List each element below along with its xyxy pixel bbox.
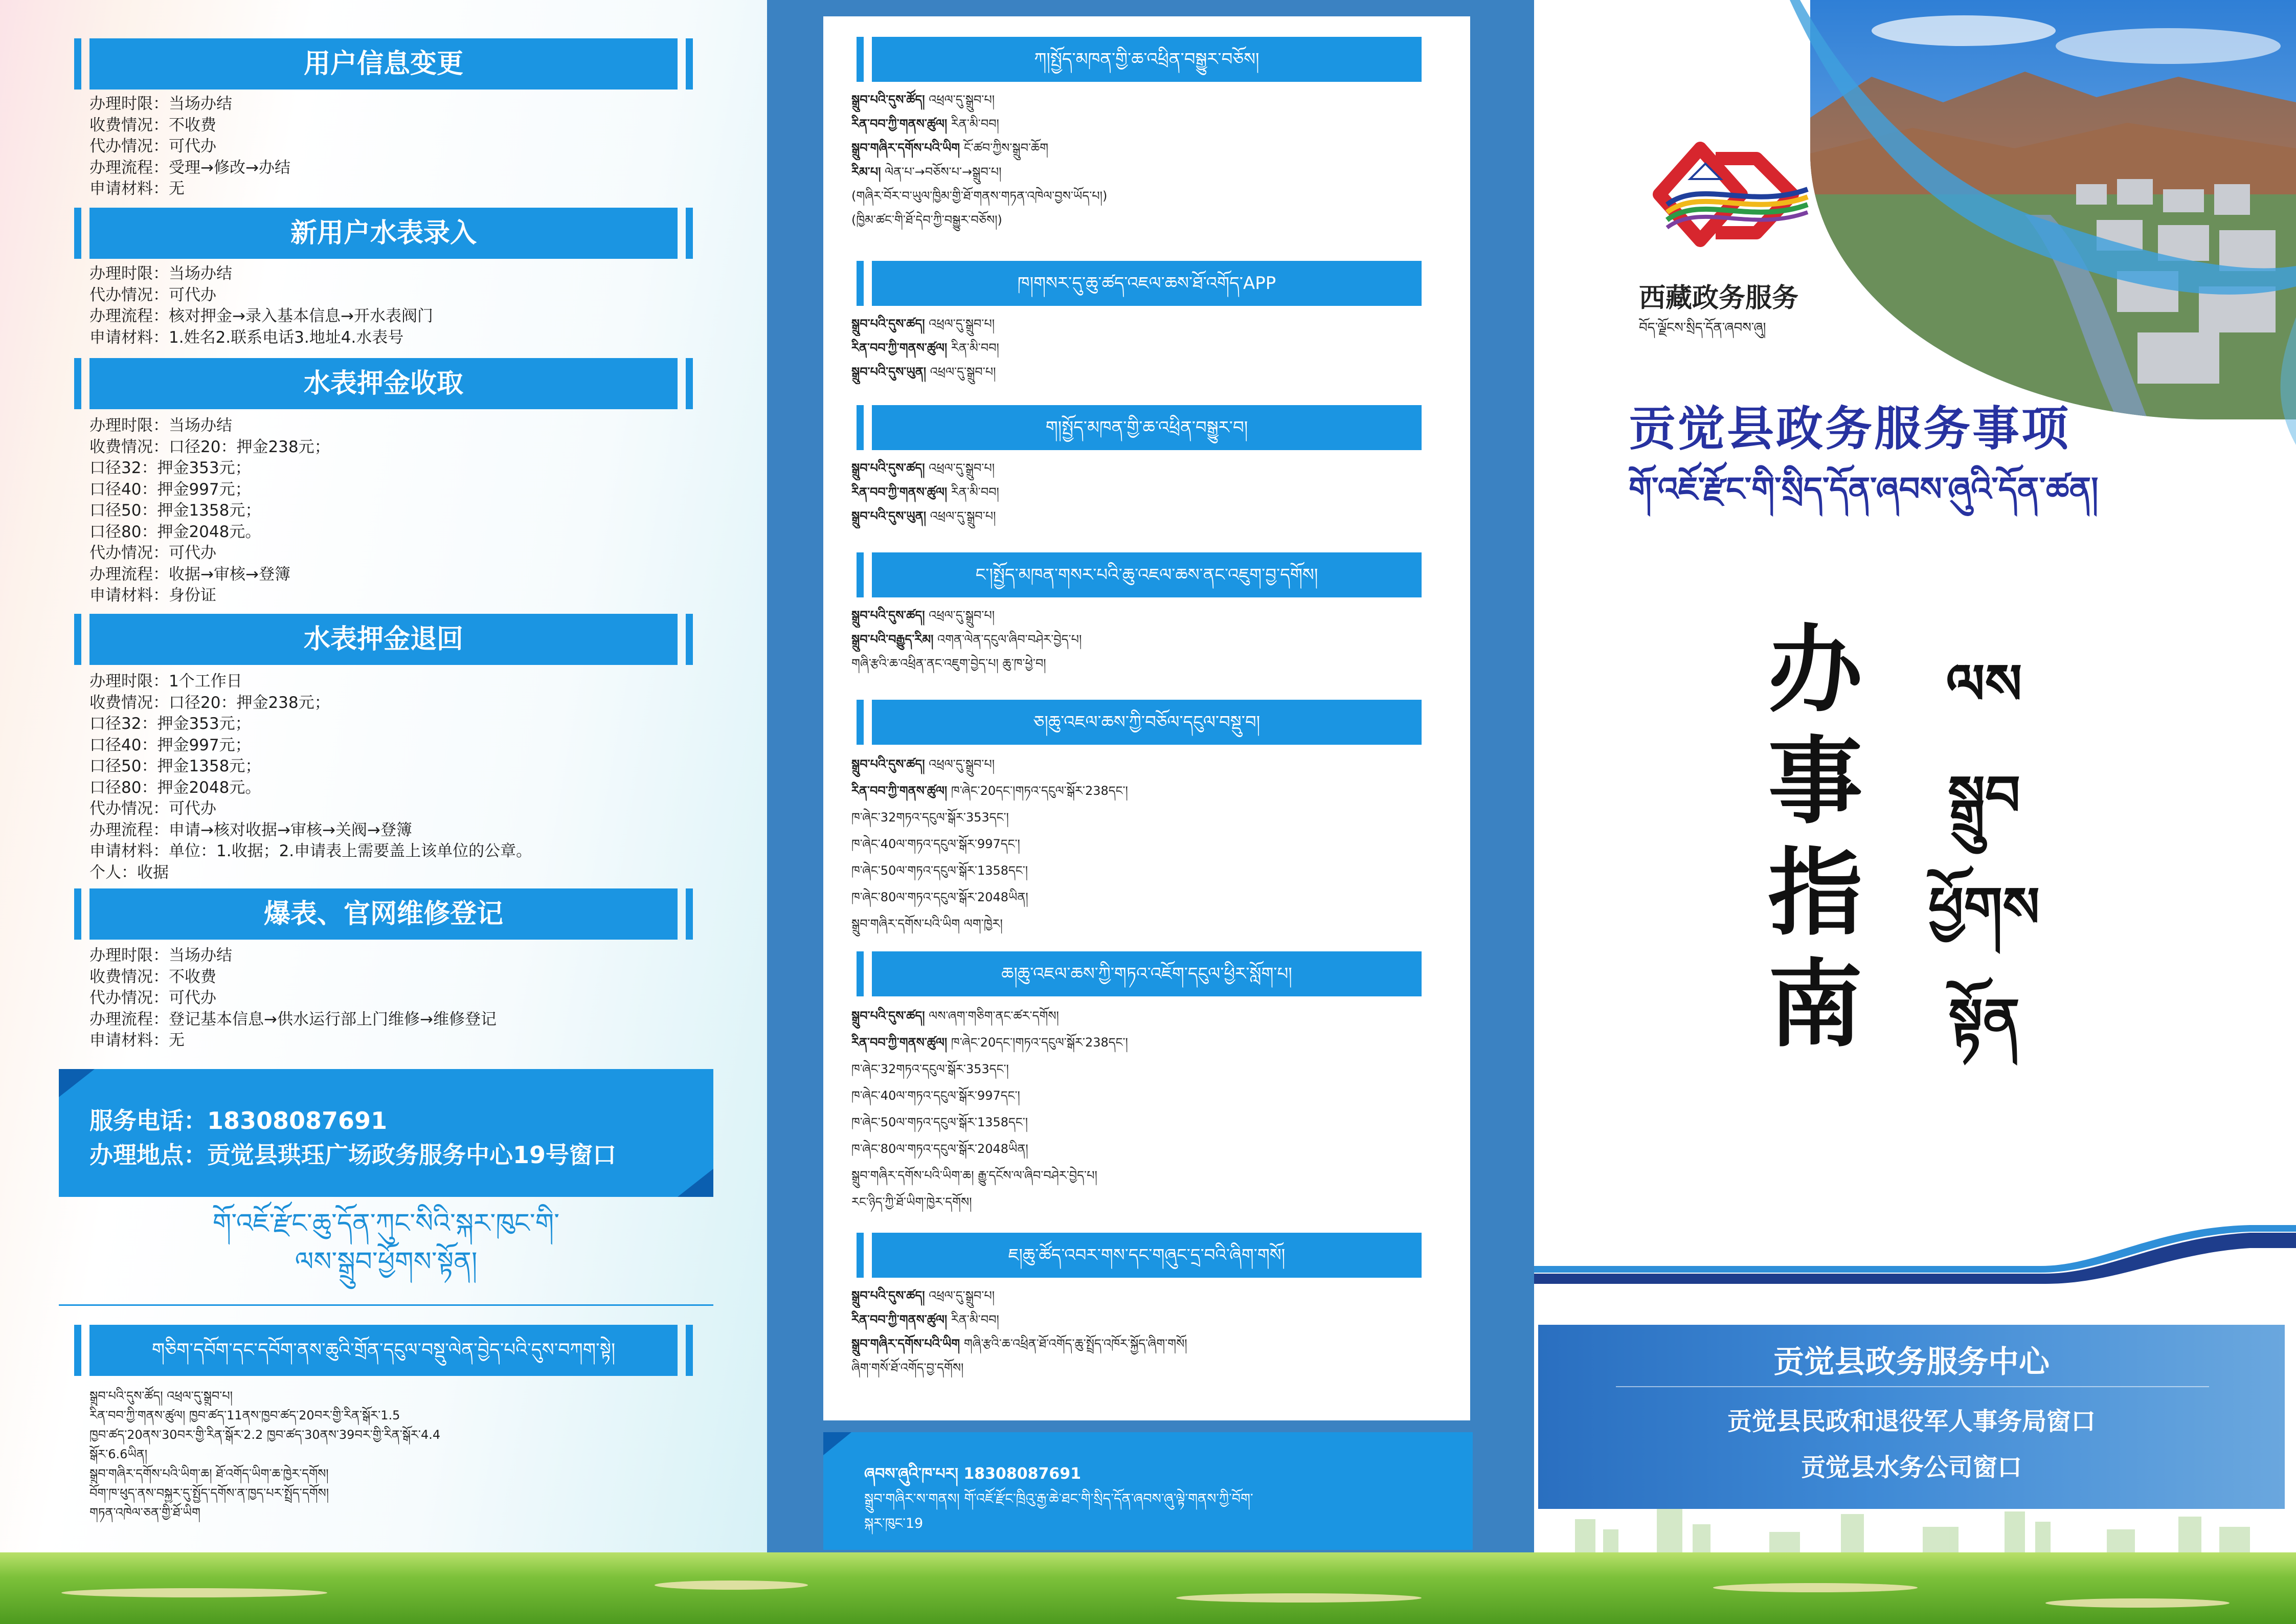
section-header-mid-5: ཅ།ཆུ་འཇལ་ཆས་ཀྱི་བཅོལ་དངུལ་བསྡུ་བ།: [872, 700, 1422, 745]
text-line: 代办情况：可代办: [89, 137, 216, 155]
middle-footer-box: [823, 1432, 1473, 1550]
text-line: 办理时限：当场办结: [89, 946, 232, 965]
guide-syllable: ཕྱོགས: [1928, 876, 2040, 940]
section-body-deposit-collection: [89, 415, 703, 607]
text-line: 申请材料：无: [89, 1031, 185, 1050]
text-line: སྒྲུབ་པའི་དུས་ཚད། འཕྲལ་དུ་སྒྲུབ་པ།: [851, 317, 995, 331]
text-line: 申请材料：无: [89, 180, 185, 198]
text-line: སྒྲུབ་གཞིར་དགོས་པའི་ཡིག ལག་ཁྱེར།: [851, 917, 1003, 931]
text-line: 口径40：押金997元；: [89, 736, 251, 754]
tibetan-heading-line-1: གོ་འཇོ་རྫོང་ཆུ་དོན་ཀུང་སིའི་སྐར་ཁུང་གི་: [212, 1208, 560, 1239]
section-body-mid-1: [851, 88, 1450, 232]
text-line: སྒྲུབ་པའི་དུས་ཡུན། འཕྲལ་དུ་སྒྲུབ་པ།: [851, 509, 996, 523]
guide-char: 南: [1768, 948, 1863, 1060]
text-line: 代办情况：可代办: [89, 544, 216, 562]
section-header-tibetan: གཅིག་དབོག་དང་དབོག་ནས་ཆུའི་གྲོན་དངུལ་བསྡུ་ལེན་བྱེད་པའི་དུས་བཀག་སྟེ།: [89, 1325, 678, 1376]
guide-title-tibetan: [1918, 629, 2051, 1075]
text-line: 代办情况：可代办: [89, 285, 216, 304]
text-line: 口径32：押金353元；: [89, 459, 251, 477]
text-line: 收费情况：口径20：押金238元；: [89, 437, 330, 456]
text-line: ཁ་ཞེང་40ལ་གཏའ་དངུལ་སྒོར་997དང་།: [851, 837, 1020, 851]
section-header-mid-6: ཆ།ཆུ་འཇལ་ཆས་ཀྱི་གཏའ་འཇོག་དངུལ་ཕྱིར་སློག་པ།: [872, 951, 1422, 996]
corner-decoration: [678, 1169, 713, 1197]
section-body-deposit-refund: [89, 671, 703, 883]
middle-panel: [767, 0, 1534, 1624]
section-header-mid-1: ཀ།སྤྱོད་མཁན་གྱི་ཆ་འཕྲིན་བསྒྱུར་བཅོས།: [872, 37, 1422, 82]
text-line: 口径80：押金2048元。: [89, 778, 261, 797]
footer-phone: ཞབས་ཞུའི་ཁ་པར། 18308087691: [864, 1465, 1082, 1483]
corner-decoration: [59, 1069, 95, 1097]
text-line: 办理流程：登记基本信息→供水运行部上门维修→维修登记: [89, 1010, 497, 1029]
text-line: 办理流程：受理→修改→办结: [89, 158, 290, 177]
guide-syllable: ལས: [1946, 653, 2022, 717]
text-line: སྒྲུབ་པའི་དུས་ཚད། འཕྲལ་དུ་སྒྲུབ་པ།: [851, 461, 995, 475]
text-line: ཁ་ཞེང་80ལ་གཏའ་དངུལ་སྒོར་2048ཡིན།: [851, 1142, 1028, 1156]
text-line: 口径50：押金1358元；: [89, 501, 261, 520]
section-body-mid-6: [851, 1003, 1450, 1215]
text-line: 口径40：押金997元；: [89, 480, 251, 499]
page-title-tibetan: གོ་འཇོ་རྫོང་གི་སྲིད་དོན་ཞབས་ཞུའི་དོན་ཚན།: [1629, 471, 2099, 508]
text-line: སྒྲུབ་པའི་དུས་ཚོད། འཕྲལ་དུ་སྒྲུབ་པ།: [89, 1389, 233, 1403]
org-name-tibetan: བོད་ལྗོངས་སྲིད་དོན་ཞབས་ཞུ།: [1639, 320, 1766, 336]
text-line: རང་ཉིད་ཀྱི་ཐོ་ཡིག་ཁྱེར་དགོས།: [851, 1195, 972, 1209]
section-header-new-user-meter: 新用户水表录入: [89, 208, 678, 259]
grass-footer-decoration: [0, 1552, 2296, 1624]
text-line: རིན་བབ་ཀྱི་གནས་ཚུལ། རིན་མི་བབ།: [851, 341, 999, 355]
section-header-mid-3: ག།སྤྱོད་མཁན་གྱི་ཆ་འཕྲིན་བསྒྱུར་བ།: [872, 405, 1422, 450]
text-line: 口径50：押金1358元；: [89, 757, 261, 775]
text-line: ཁ་ཞེང་40ལ་གཏའ་དངུལ་སྒོར་997དང་།: [851, 1088, 1020, 1103]
section-header-user-info-change: 用户信息变更: [89, 38, 678, 90]
text-line: རིན་བབ་ཀྱི་གནས་ཚུལ། ཁྱབ་ཚད་11ནས་ཁྱབ་ཚད་20བར་གྱི་རིན་སྒོར་1.5: [89, 1408, 400, 1422]
text-line: རིན་བབ་ཀྱི་གནས་ཚུལ། ཁ་ཞེང་20དང་།གཏའ་དངུལ་སྒོར་238དང་།: [851, 784, 1128, 798]
corner-decoration: [823, 1432, 851, 1455]
text-line: སྒྲུབ་གཞིར་དགོས་པའི་ཡིག ངོ་ཚབ་ཀྱིས་སྒྲུབ་ཆོག: [851, 141, 1048, 155]
text-line: 申请材料：单位：1.收据；2.申请表上需要盖上该单位的公章。: [89, 842, 532, 860]
section-body-mid-5: [851, 751, 1450, 937]
guide-syllable: སྒྲུབ: [1947, 764, 2021, 828]
text-line: 收费情况：口径20：押金238元；: [89, 693, 330, 712]
guide-char: 指: [1768, 837, 1863, 948]
text-line: སྒྲུབ་པའི་དུས་ཚད། འཕྲལ་དུ་སྒྲུབ་པ།: [851, 757, 995, 771]
text-line: 收费情况：不收费: [89, 116, 216, 135]
section-body-new-user-meter: [89, 263, 703, 348]
path-decoration: [655, 1581, 808, 1590]
guide-syllable: སྟོན: [1948, 987, 2020, 1051]
text-line: གཏན་འཁེལ་ཅན་གྱི་ཐོ་ཡིག: [89, 1505, 200, 1520]
divider: [59, 1304, 713, 1306]
contact-box: [59, 1069, 713, 1197]
section-header-mid-2: ཁ།གསར་དུ་ཆུ་ཚད་འཇལ་ཆས་ཐོ་འགོད་APP: [872, 261, 1422, 306]
text-line: སྒྲུབ་པའི་བརྒྱུད་རིམ། འགན་ལེན་དངུལ་ཞིབ་བཤེར་བྱེད་པ།: [851, 632, 1082, 647]
text-line: ཁ་ཞེང་32གཏའ་དངུལ་སྒོར་353དང་།: [851, 1062, 1009, 1076]
service-address: 办理地点：贡觉县珙珏广场政务服务中心19号窗口: [89, 1141, 617, 1169]
text-line: སྒྲུབ་གཞིར་དགོས་པའི་ཡིག་ཆ། ཐོ་འགོད་ཡིག་ཆ་ཁྱེར་དགོས།: [89, 1466, 329, 1481]
text-line: 办理时限：当场办结: [89, 264, 232, 283]
service-center-title: 贡觉县政务服务中心: [1773, 1344, 2050, 1380]
text-line: 个人：收据: [89, 863, 169, 882]
path-decoration: [1176, 1593, 1422, 1603]
text-line: 口径80：押金2048元。: [89, 522, 261, 541]
tibetan-heading-line-2: ལས་སྒྲུབ་ཕྱོགས་སྟོན།: [295, 1247, 478, 1277]
section-body-mid-3: [851, 456, 1450, 528]
text-line: 办理流程：核对押金→录入基本信息→开水表阀门: [89, 307, 433, 325]
section-header-mid-4: ང་།སྤྱོད་མཁན་གསར་པའི་ཆུ་འཇལ་ཆས་ནང་འཇུག་བྱ་དགོས།: [872, 552, 1422, 597]
text-line: སྒྲུབ་གཞིར་དགོས་པའི་ཡིག་ཆ། རྒྱུ་དངོས་ལ་ཞིབ་བཤེར་བྱེད་པ།: [851, 1168, 1097, 1183]
text-line: 代办情况：可代办: [89, 989, 216, 1007]
path-decoration: [1713, 1583, 1918, 1592]
path-decoration: [61, 1588, 327, 1597]
section-body-mid-7: [851, 1284, 1450, 1380]
section-header-repair-registration: 爆表、官网维修登记: [89, 888, 678, 940]
text-line: ཁ་ཞེང་50ལ་གཏའ་དངུལ་སྒོར་1358དང་།: [851, 1115, 1028, 1129]
text-line: བོག་ཁ་ཕུད་ནས་བསྐྱར་དུ་སྤྱོད་དགོས་ན་ཁྱད་པར་སྤྲོད་དགོས།: [89, 1486, 329, 1500]
text-line: སྒྲུབ་པའི་དུས་ཡུན། འཕྲལ་དུ་སྒྲུབ་པ།: [851, 365, 996, 379]
guide-title-cn: [1759, 614, 1872, 1060]
text-line: སྒྲུབ་པའི་དུས་ཚད། ལས་ཞག་གཅིག་ནང་ཚར་དགོས།: [851, 1009, 1059, 1023]
text-line: སྒོར་6.6ཡིན།: [89, 1447, 148, 1461]
text-line: ཁ་ཞེང་32གཏའ་དངུལ་སྒོར་353དང་།: [851, 810, 1009, 825]
path-decoration: [2045, 1598, 2230, 1608]
footer-address: སྒྲུབ་གཞིར་ས་གནས། གོ་འཇོ་རྫོང་ཁྲིའུ་རྒྱ་ཆེ་ཐང་གི་སྲིད་དོན་ཞབས་ཞུ་ལྟེ་གནས་ཀྱི་བོག་: [864, 1491, 1253, 1507]
city-skyline-decoration: [1555, 1504, 2286, 1560]
text-line: རིན་བབ་ཀྱི་གནས་ཚུལ། རིན་མི་བབ།: [851, 117, 999, 131]
text-line: 申请材料：1.姓名2.联系电话3.地址4.水表号: [89, 328, 404, 347]
text-line: 办理时限：当场办结: [89, 416, 232, 435]
text-line: ཁ་ཞེང་80ལ་གཏའ་དངུལ་སྒོར་2048ཡིན།: [851, 890, 1028, 904]
text-line: 办理流程：申请→核对收据→审核→关阀→登簿: [89, 820, 412, 839]
section-header-deposit-collection: 水表押金收取: [89, 358, 678, 409]
text-line: ཁ་ཞེང་50ལ་གཏའ་དངུལ་སྒོར་1358དང་།: [851, 863, 1028, 878]
section-header-mid-7: ཇ།ཆུ་ཚོད་འབར་གས་དང་གཞུང་དྲ་བའི་ཞིག་གསོ།: [872, 1233, 1422, 1278]
divider: [1616, 1386, 2209, 1387]
guide-char: 事: [1768, 725, 1863, 837]
section-header-deposit-refund: 水表押金退回: [89, 614, 678, 665]
page-title: 贡觉县政务服务事项: [1629, 402, 2071, 456]
text-line: སྒྲུབ་པའི་དུས་ཚད། འཕྲལ་དུ་སྒྲུབ་པ།: [851, 608, 995, 622]
text-line: 口径32：押金353元；: [89, 715, 251, 733]
text-line: སྒྲུབ་པའི་དུས་ཚད། འཕྲལ་དུ་སྒྲུབ་པ།: [851, 1288, 995, 1303]
service-phone: 服务电话：18308087691: [89, 1107, 388, 1134]
section-body-user-info-change: [89, 94, 703, 200]
org-name-cn: 西藏政务服务: [1639, 283, 1799, 314]
tibet-gov-service-logo: [1639, 138, 1843, 271]
text-line: རིན་བབ་ཀྱི་གནས་ཚུལ། རིན་མི་བབ།: [851, 485, 999, 499]
footer-address-cont: སྐར་ཁུང་19: [864, 1516, 924, 1531]
text-line: (གཞིར་བོར་བ་ཡུལ་ཁྱིམ་གྱི་ཐོ་གནས་གཏན་འཁེལ་བྱས་ཡོད་པ།): [851, 189, 1108, 203]
text-line: 办理时限：1个工作日: [89, 672, 242, 691]
text-line: 办理时限：当场办结: [89, 95, 232, 113]
section-body-mid-2: [851, 312, 1450, 384]
text-line: རིན་བབ་ཀྱི་གནས་ཚུལ། རིན་མི་བབ།: [851, 1312, 999, 1327]
stripe-decoration: [1534, 1217, 2296, 1294]
content-card: [823, 16, 1470, 1420]
text-line: ཁྱབ་ཚད་20ནས་30བར་གྱི་རིན་སྒོར་2.2 ཁྱབ་ཚད་30ནས་39བར་གྱི་རིན་སྒོར་4.4: [89, 1428, 441, 1442]
text-line: 办理流程：收据→审核→登簿: [89, 565, 290, 584]
text-line: སྒྲུབ་པའི་དུས་ཚོད། འཕྲལ་དུ་སྒྲུབ་པ།: [851, 93, 995, 107]
window-water-company: 贡觉县水务公司窗口: [1800, 1453, 2022, 1482]
text-line: རིན་བབ་ཀྱི་གནས་ཚུལ། ཁ་ཞེང་20དང་།གཏའ་དངུལ་སྒོར་238དང་།: [851, 1035, 1128, 1050]
section-body-repair-registration: [89, 945, 703, 1052]
window-civil-affairs: 贡觉县民政和退役军人事务局窗口: [1727, 1407, 2096, 1436]
text-line: 代办情况：可代办: [89, 799, 216, 818]
text-line: 收费情况：不收费: [89, 967, 216, 986]
text-line: 申请材料：身份证: [89, 586, 216, 605]
text-line: (ཁྱིམ་ཚང་གི་ཐོ་དེབ་ཀྱི་བསྒྱུར་བཅོས།): [851, 213, 1002, 227]
section-body-mid-4: [851, 604, 1450, 676]
text-line: སྒྲུབ་གཞིར་དགོས་པའི་ཡིག གཞི་རྩའི་ཆ་འཕྲིན་ཐོ་འགོད་ཆུ་སྤྲོད་འཁོར་སྐྱོད་ཞིག་གསོ།: [851, 1337, 1187, 1351]
guide-char: 办: [1768, 614, 1863, 725]
text-line: གཞི་རྩའི་ཆ་འཕྲིན་ནང་འཇུག་བྱེད་པ། ཆུ་ཁ་ཕྱེ་བ།: [851, 656, 1046, 671]
section-body-tibetan: [89, 1386, 703, 1522]
text-line: རིམ་པ། ལེན་པ་→བཅོས་པ་→སྒྲུབ་པ།: [851, 165, 1002, 179]
text-line: ཞིག་གསོ་ཐོ་འགོད་བྱ་དགོས།: [851, 1361, 964, 1375]
